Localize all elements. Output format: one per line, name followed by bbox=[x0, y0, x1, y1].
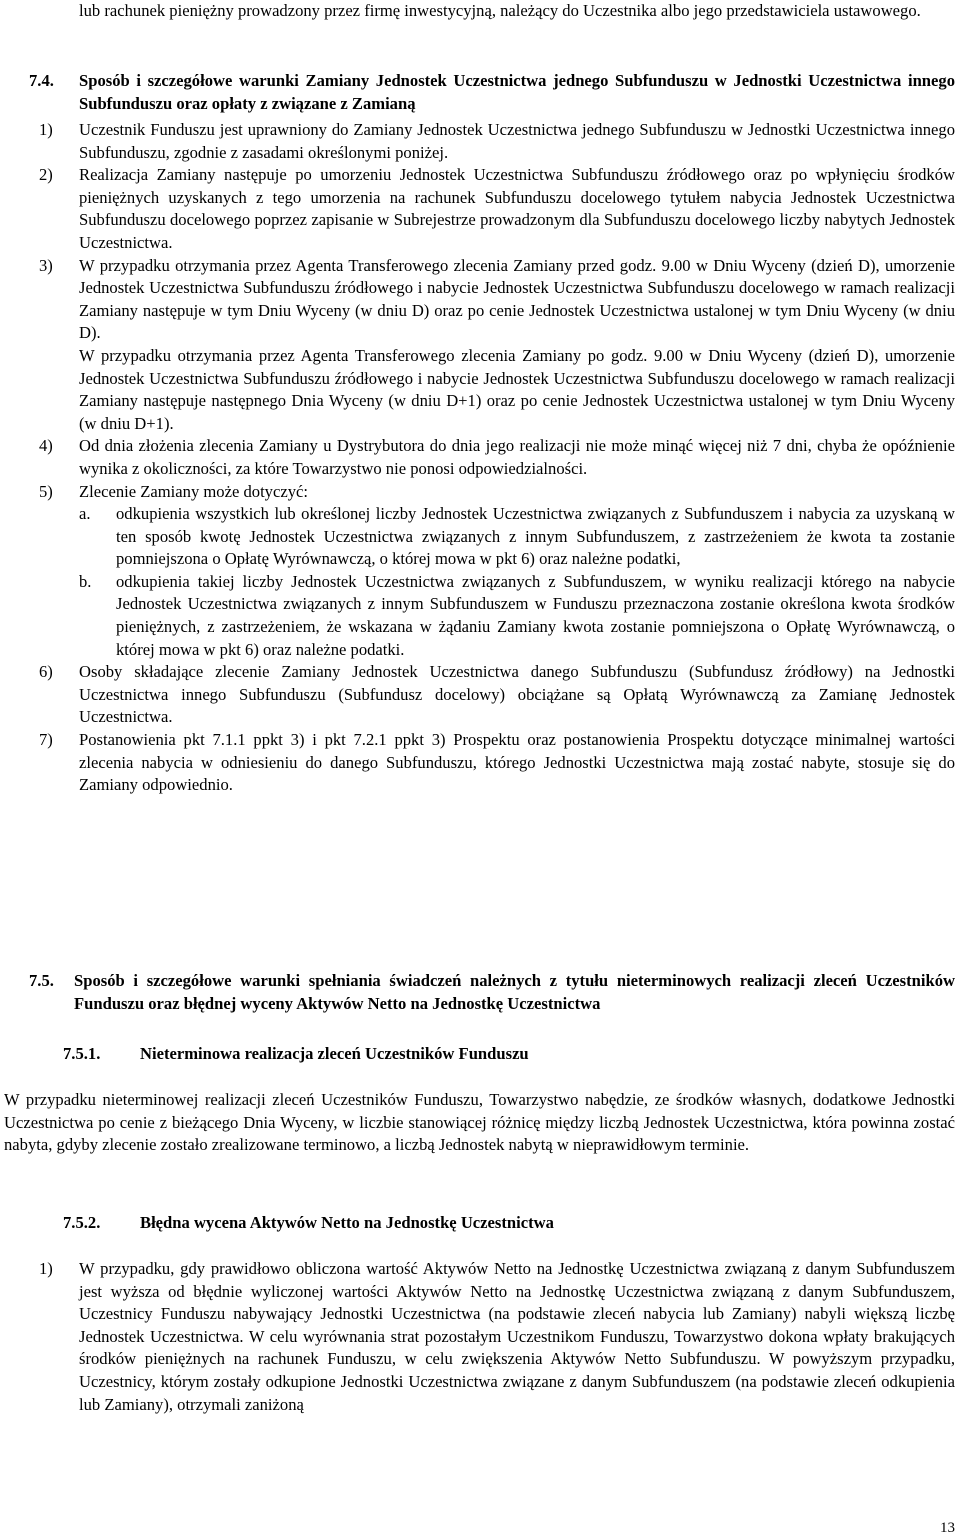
list-item-number: 7) bbox=[39, 730, 53, 750]
list-item bbox=[39, 1258, 955, 1416]
list-item-text: Osoby składające zlecenie Zamiany Jednostek Uczestnictwa danego Subfunduszu (Subfundusz źródłowy) na Jednostki Uczestnictwa innego Subfunduszu (Subfundusz docelowy) obciążane są Opłatą Wyrównawczą za Zamianę Jednostek Uczestnictwa. bbox=[79, 662, 955, 727]
list-item-text: Zlecenie Zamiany może dotyczyć: bbox=[79, 481, 308, 501]
list-item bbox=[39, 255, 955, 436]
subsection-number: 7.5.2. bbox=[63, 1213, 101, 1232]
section-number: 7.4. bbox=[29, 71, 54, 90]
sub-list-item-letter: a. bbox=[79, 504, 91, 524]
list-item-number: 5) bbox=[39, 481, 53, 501]
continuation-paragraph: lub rachunek pieniężny prowadzony przez firmę inwestycyjną, należący do Uczestnika albo jego przedstawiciela ustawowego. bbox=[79, 1, 921, 20]
section-heading-7-4 bbox=[29, 70, 955, 115]
list-item bbox=[39, 661, 955, 729]
subsection-heading-7-5-1 bbox=[63, 1043, 529, 1066]
list-item-number: 6) bbox=[39, 662, 53, 682]
sub-list-item-text: odkupienia takiej liczby Jednostek Uczestnictwa związanych z Subfunduszem, w wyniku realizacji którego na nabycie Jednostek Uczestnictwa związanych z innym Subfunduszem w Funduszu przeznaczona zostanie określona kwota środków pieniężnych, z zastrzeżeniem, że wskazana w żądaniu Zamiany kwota zostanie pomniejszona o Opłatę Wyrównawczą, o której mowa w pkt 6) oraz należne podatki. bbox=[116, 571, 955, 659]
list-item-number: 2) bbox=[39, 165, 53, 185]
page-number: 13 bbox=[940, 1520, 955, 1536]
sub-list-item-text: odkupienia wszystkich lub określonej liczby Jednostek Uczestnictwa związanych z Subfunduszem i nabycia za uzyskaną w ten sposób kwotę Jednostek Uczestnictwa związanych z innym Subfunduszem, z zastrzeżeniem że kwota ta zostanie pomniejszona o Opłatę Wyrównawczą, o której mowa w pkt 6) oraz należne podatki, bbox=[116, 504, 955, 569]
numbered-list-7-5-2 bbox=[39, 1258, 955, 1416]
subsection-heading-7-5-2 bbox=[63, 1212, 554, 1235]
section-number: 7.5. bbox=[29, 971, 54, 990]
list-item-number: 4) bbox=[39, 436, 53, 456]
section-title: Sposób i szczegółowe warunki Zamiany Jednostek Uczestnictwa jednego Subfunduszu w Jednostki Uczestnictwa innego Subfunduszu oraz opłaty z związane z Zamianą bbox=[79, 71, 955, 113]
list-item-text: W przypadku otrzymania przez Agenta Transferowego zlecenia Zamiany po godz. 9.00 w Dniu Wyceny (dzień D), umorzenie Jednostek Uczestnictwa Subfunduszu źródłowego i nabycie Jednostek Uczestnictwa Subfunduszu docelowego w ramach realizacji Zamiany następuje następnego Dnia Wyceny (w dniu D+1) oraz po cenie Jednostek Uczestnictwa ustalonej w tym Dniu Wyceny (w dniu D+1). bbox=[79, 345, 955, 433]
list-item-number: 3) bbox=[39, 255, 53, 275]
list-item bbox=[39, 729, 955, 797]
list-item-text: Uczestnik Funduszu jest uprawniony do Zamiany Jednostek Uczestnictwa jednego Subfunduszu w Jednostki Uczestnictwa innego Subfunduszu, zgodnie z zasadami określonymi poniżej. bbox=[79, 120, 955, 162]
list-item-text: Postanowienia pkt 7.1.1 ppkt 3) i pkt 7.2.1 ppkt 3) Prospektu oraz postanowienia Prospektu dotyczące minimalnej wartości zlecenia nabycia w odniesieniu do danego Subfunduszu, którego Jednostki Uczestnictwa mają zostać nabyte, stosuje się do Zamiany odpowiednio. bbox=[79, 730, 955, 795]
list-item-text: Od dnia złożenia zlecenia Zamiany u Dystrybutora do dnia jego realizacji nie może minąć więcej niż 7 dni, chyba że opóźnienie wynika z okoliczności, za które Towarzystwo nie ponosi odpowiedzialności. bbox=[79, 436, 955, 478]
sub-list-item bbox=[79, 503, 955, 571]
list-item bbox=[39, 164, 955, 254]
section-title: Sposób i szczegółowe warunki spełniania świadczeń należnych z tytułu nieterminowych realizacji zleceń Uczestników Funduszu oraz błędnej wyceny Aktywów Netto na Jednostkę Uczestnictwa bbox=[74, 971, 955, 1013]
subsection-title: Nieterminowa realizacja zleceń Uczestników Funduszu bbox=[140, 1044, 529, 1063]
list-item bbox=[39, 481, 955, 662]
list-item-text: Realizacja Zamiany następuje po umorzeniu Jednostek Uczestnictwa Subfunduszu źródłowego oraz po wpłynięciu środków pieniężnych uzyskanych z tego umorzenia na rachunek Subfunduszu docelowego tytułem nabycia Jednostek Uczestnictwa Subfunduszu docelowego poprzez zapisanie w Subrejestrze prowadzonym dla Subfunduszu docelowego liczby nabytych Jednostek Uczestnictwa. bbox=[79, 165, 955, 252]
list-item bbox=[39, 119, 955, 164]
list-item-text: W przypadku, gdy prawidłowo obliczona wartość Aktywów Netto na Jednostkę Uczestnictwa związaną z danym Subfunduszem jest wyższa od błędnie wyliczonej wartości Aktywów Netto na Jednostkę Uczestnictwa związaną z danym Subfunduszem, Uczestnicy Funduszu nabywający Jednostki Uczestnictwa (na podstawie zleceń nabycia lub Zamiany) nabyli większą liczbę Jednostek Uczestnictwa. W celu wyrównania strat pozostałym Uczestnikom Funduszu, Towarzystwo dokona wpłaty brakujących środków pieniężnych na rachunek Funduszu, w celu zwiększenia Aktywów Netto Subfunduszu. W powyższym przypadku, Uczestnicy, którym zostały odkupione Jednostki Uczestnictwa związane z danym Subfunduszem (na podstawie zleceń odkupienia lub Zamiany), otrzymali zaniżoną bbox=[79, 1259, 955, 1414]
list-item bbox=[39, 435, 955, 480]
list-item-text: W przypadku otrzymania przez Agenta Transferowego zlecenia Zamiany przed godz. 9.00 w Dniu Wyceny (dzień D), umorzenie Jednostek Uczestnictwa Subfunduszu źródłowego i nabycie Jednostek Uczestnictwa Subfunduszu docelowego w ramach realizacji Zamiany następuje w tym Dniu Wyceny (w dniu D) oraz po cenie Jednostek Uczestnictwa ustalonej w tym Dniu Wyceny (w dniu D). bbox=[79, 255, 955, 343]
sub-list-item-letter: b. bbox=[79, 571, 92, 591]
list-item-number: 1) bbox=[39, 1259, 53, 1278]
list-item-number: 1) bbox=[39, 120, 53, 139]
section-heading-7-5 bbox=[29, 970, 955, 1015]
subsection-title: Błędna wycena Aktywów Netto na Jednostkę Uczestnictwa bbox=[140, 1213, 554, 1232]
sub-list-item bbox=[79, 571, 955, 661]
subsection-paragraph: W przypadku nieterminowej realizacji zleceń Uczestników Funduszu, Towarzystwo nabędzie, ze środków własnych, dodatkowe Jednostki Uczestnictwa po cenie z bieżącego Dnia Wyceny, w liczbie stanowiącej różnicę między liczbą Jednostek Uczestnictwa, która powinna zostać nabyta, gdyby zlecenie zostało zrealizowane terminowo, a liczbą Jednostek nabytą w nieprawidłowym terminie. bbox=[4, 1090, 955, 1155]
numbered-list-7-4 bbox=[39, 119, 955, 797]
subsection-number: 7.5.1. bbox=[63, 1044, 101, 1063]
